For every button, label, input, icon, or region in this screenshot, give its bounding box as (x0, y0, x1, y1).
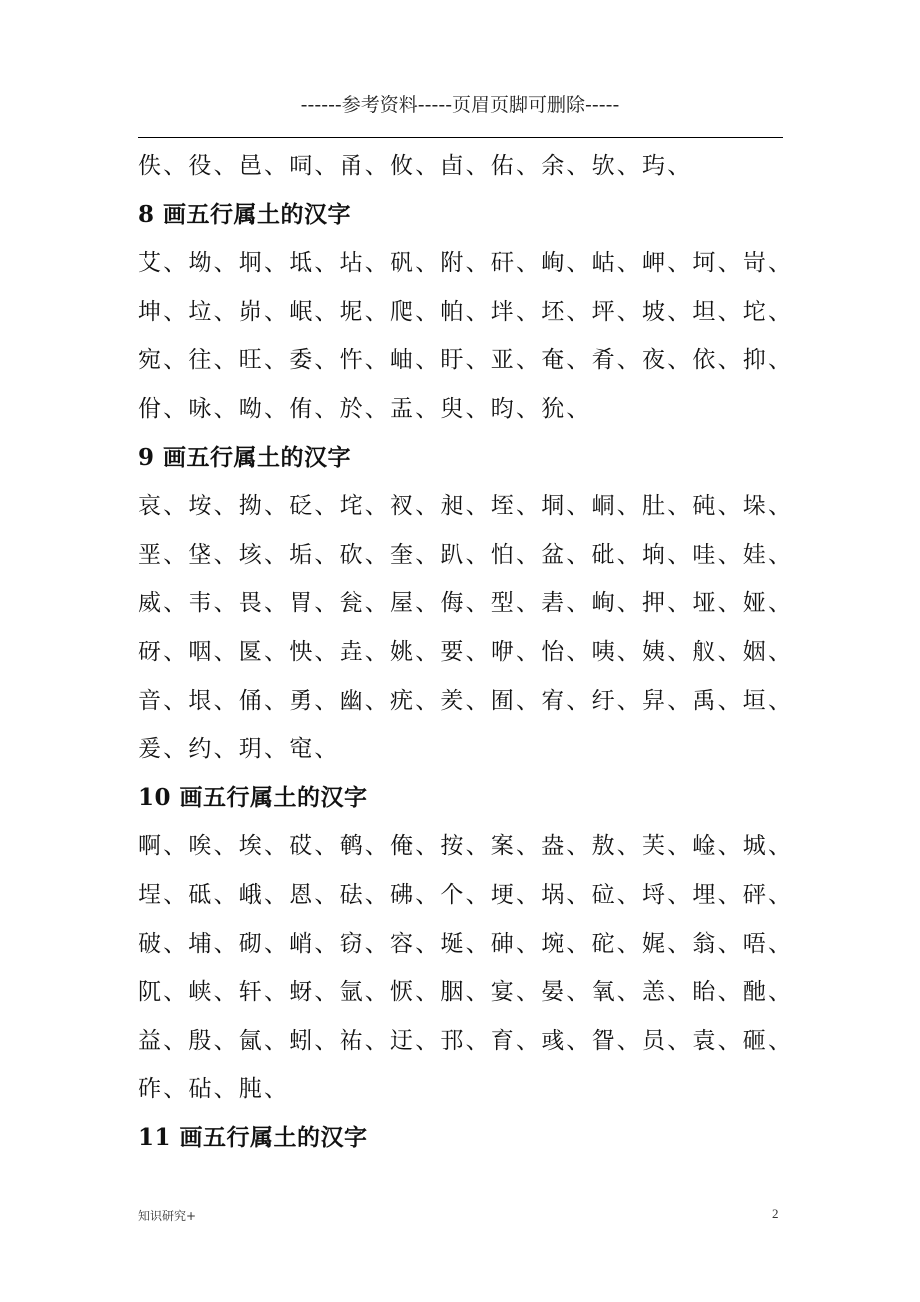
section-heading-8-strokes: 8 画五行属土的汉字 (138, 200, 352, 228)
section-heading-9-strokes: 9 画五行属土的汉字 (138, 443, 352, 471)
document-body (138, 142, 798, 1162)
character-list-line: 破、埔、砌、峭、窃、容、埏、砷、埦、砣、娓、翁、唔、 (138, 930, 794, 957)
footer-source-label: 知识研究+ (138, 1209, 197, 1223)
character-list-line: 啊、唉、埃、砹、鹌、俺、按、案、盎、敖、芙、崯、城、 (138, 833, 794, 860)
page-header-text: ------参考资料-----页眉页脚可删除----- (300, 94, 620, 116)
section-heading-10-strokes: 10 画五行属土的汉字 (138, 783, 368, 811)
character-list-line: 益、殷、氤、蚓、祐、迂、邘、育、彧、眢、员、袁、砸、 (138, 1027, 794, 1054)
character-list-line: 佾、咏、呦、侑、於、盂、臾、昀、狁、 (138, 395, 592, 422)
character-list-line: 佚、役、邑、呞、甬、攸、卣、佑、余、欤、玙、 (138, 153, 693, 179)
character-list-line: 埕、砥、峨、恩、砝、砩、个、埂、埚、砬、埒、埋、砰、 (138, 881, 794, 908)
character-list-line: 哀、垵、拗、砭、垞、衩、昶、垤、垌、峒、肚、砘、垛、 (138, 493, 794, 520)
character-list-line: 砟、砧、肫、 (138, 1076, 290, 1103)
character-list-line: 爰、约、玥、窀、 (138, 736, 340, 763)
section-heading-11-strokes: 11 画五行属土的汉字 (138, 1123, 368, 1151)
character-list-line: 阢、峡、轩、蚜、氩、恹、胭、宴、晏、氧、恙、眙、酏、 (138, 979, 794, 1006)
page-number: 2 (772, 1206, 779, 1221)
character-list-line: 威、韦、畏、胃、瓮、屋、侮、型、砉、峋、押、垭、娅、 (138, 590, 794, 617)
character-list-line: 砑、咽、匽、怏、垚、姚、要、咿、怡、咦、姨、舣、姻、 (138, 638, 794, 665)
character-list-line: 宛、往、旺、委、忤、岫、盱、亚、奄、肴、夜、依、抑、 (138, 347, 794, 374)
character-list-line: 音、垠、俑、勇、幽、疣、羑、囿、宥、纡、舁、禹、垣、 (138, 687, 794, 714)
character-list-line: 坤、垃、峁、岷、坭、爬、帕、坢、坯、坪、坡、坦、坨、 (138, 298, 794, 325)
character-list-line: 垩、垡、垓、垢、砍、奎、趴、怕、盆、砒、垧、哇、娃、 (138, 541, 794, 568)
character-list-line: 艾、坳、坰、坻、坫、矾、附、矸、峋、岵、岬、坷、岢、 (138, 250, 794, 277)
header-divider (138, 137, 783, 138)
